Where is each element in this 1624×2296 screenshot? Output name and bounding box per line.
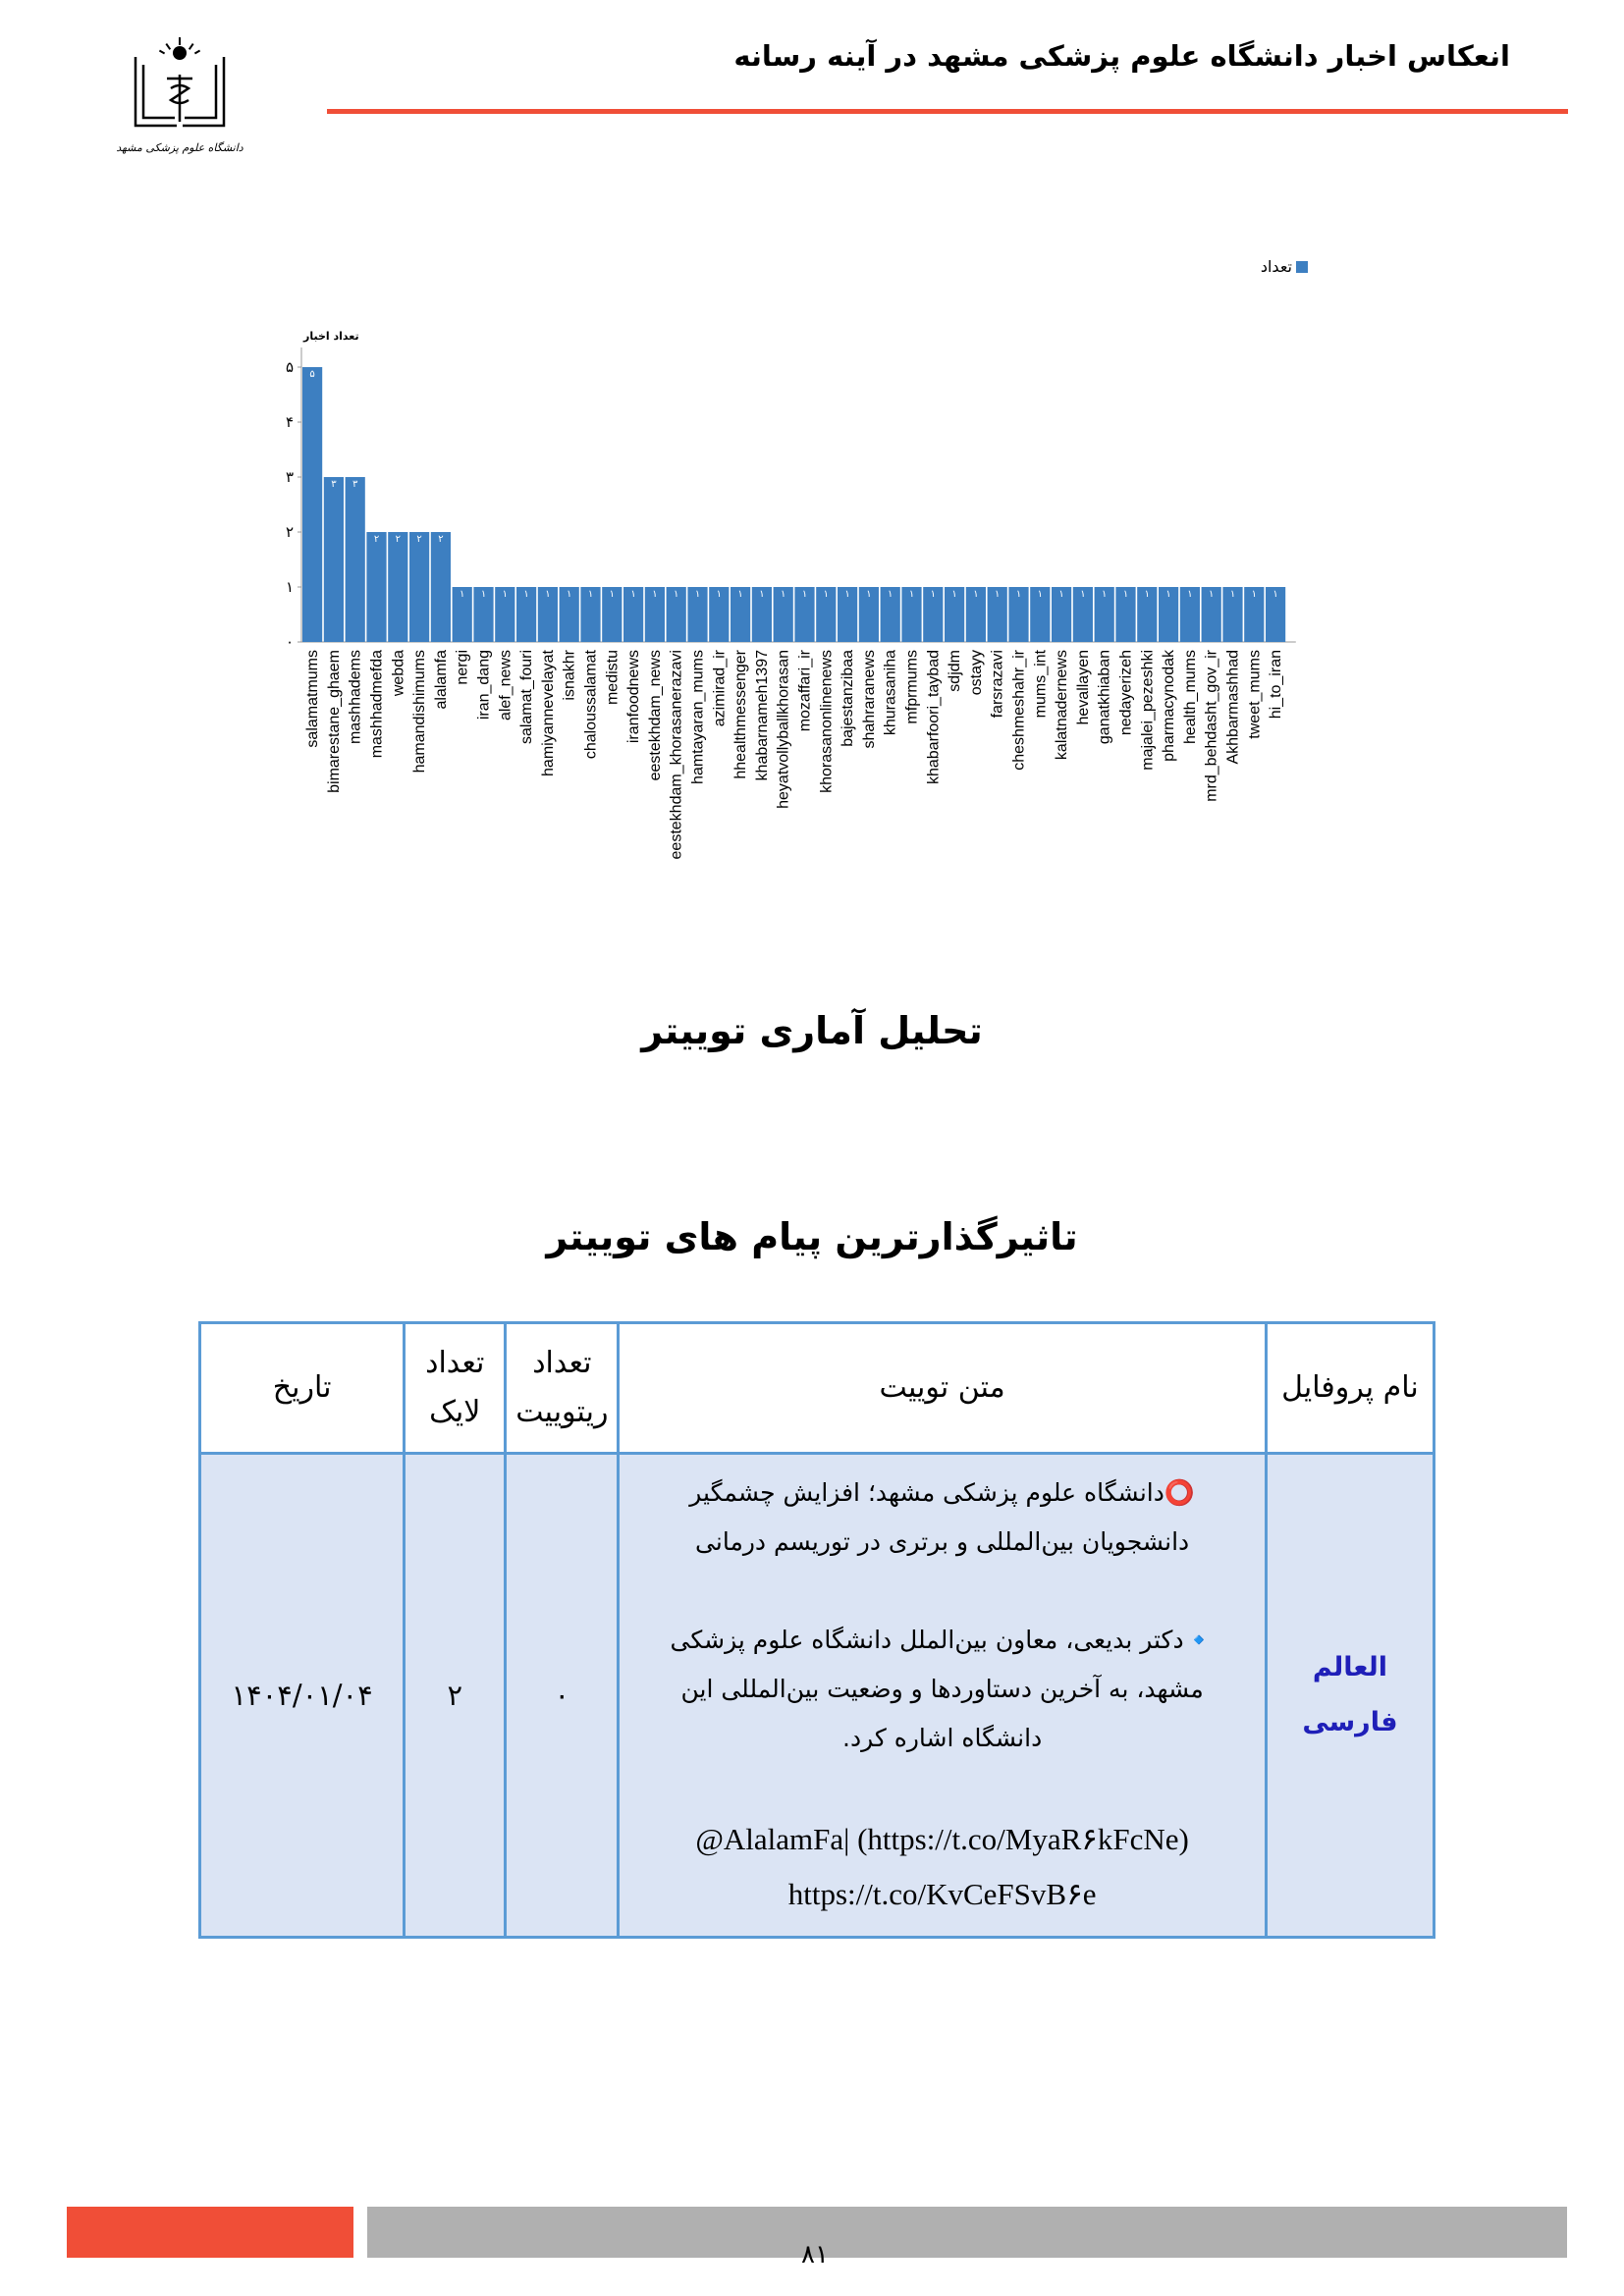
university-logo bbox=[116, 35, 244, 163]
header-profile: نام پروفایل bbox=[1266, 1323, 1434, 1454]
bar-data-label: ۱ bbox=[1229, 589, 1236, 600]
x-tick-label: farsrazavi bbox=[989, 650, 1006, 719]
x-tick-label: mrd_behdasht_gov_ir bbox=[1203, 650, 1220, 802]
bar-data-label: ۱ bbox=[694, 589, 701, 600]
table-row bbox=[200, 1454, 1435, 1938]
bar-data-label: ۱ bbox=[951, 589, 957, 600]
x-tick-label: khorasanonlinenews bbox=[818, 650, 836, 793]
bar-data-label: ۱ bbox=[1102, 589, 1108, 600]
header-date: تاریخ bbox=[200, 1323, 405, 1454]
bar-data-label: ۱ bbox=[1037, 589, 1043, 600]
x-tick-label: iran_dang bbox=[475, 650, 493, 721]
x-tick-label: shahraranews bbox=[860, 650, 878, 749]
x-tick-label: alef_news bbox=[497, 650, 514, 721]
bar bbox=[388, 532, 407, 642]
accounts-bar-chart bbox=[275, 245, 1335, 972]
x-tick-label: medistu bbox=[604, 650, 622, 706]
footer-red-bar bbox=[67, 2207, 353, 2258]
x-tick-label: hamandishimums bbox=[411, 650, 429, 774]
x-tick-label: bimarestane_ghaem bbox=[325, 650, 343, 793]
tweet-line-2: 🔹دکتر بدیعی، معاون بین‌الملل دانشگاه علوم پزشکی مشهد، به آخرین دستاوردها و وضعیت بین‌المللی این دانشگاه اشاره کرد. bbox=[670, 1626, 1215, 1752]
bar-data-label: ۱ bbox=[630, 589, 636, 600]
x-tick-label: hi_to_iran bbox=[1268, 650, 1285, 720]
bar bbox=[346, 477, 365, 642]
x-tick-label: kalatnadernews bbox=[1054, 650, 1071, 761]
bar-data-label: ۱ bbox=[480, 589, 487, 600]
bar-data-label: ۱ bbox=[652, 589, 658, 600]
top-tweets-table bbox=[198, 1321, 1435, 1939]
bar-data-label: ۱ bbox=[1209, 589, 1215, 600]
x-tick-label: majalei_pezeshki bbox=[1139, 650, 1157, 771]
bar-data-label: ۱ bbox=[866, 589, 872, 600]
bar-data-label: ۱ bbox=[716, 589, 722, 600]
x-tick-label: eestekhdam_news bbox=[646, 650, 664, 781]
bar-data-label: ۱ bbox=[930, 589, 936, 600]
x-tick-label: salamatmums bbox=[304, 650, 322, 748]
x-tick-label: khabarnameh1397 bbox=[753, 650, 771, 781]
x-tick-label: health_mums bbox=[1181, 650, 1199, 745]
x-tick-label: khurasaniha bbox=[882, 650, 899, 736]
section-title-top-tweets: تاثیرگذارترین پیام های توییتر bbox=[546, 1215, 1078, 1258]
bar-data-label: ۱ bbox=[973, 589, 979, 600]
x-tick-label: iranfoodnews bbox=[625, 650, 643, 744]
bar-data-label: ۲ bbox=[373, 534, 380, 545]
bar-data-label: ۱ bbox=[781, 589, 786, 600]
bar-data-label: ۱ bbox=[995, 589, 1001, 600]
x-tick-label: hhealthmessenger bbox=[732, 650, 750, 779]
table-header-row bbox=[200, 1323, 1435, 1454]
x-tick-label: sdjdm bbox=[947, 650, 964, 692]
y-tick-label: ۲ bbox=[285, 523, 294, 541]
legend-swatch bbox=[1296, 261, 1308, 273]
x-tick-label: mums_int bbox=[1032, 650, 1050, 719]
x-tick-label: nedayerizeh bbox=[1117, 650, 1135, 736]
logo-caption: دانشگاه علوم پزشکی مشهد bbox=[116, 141, 244, 154]
legend-label: تعداد bbox=[1260, 257, 1292, 276]
cell-date: ۱۴۰۴/۰۱/۰۴ bbox=[200, 1454, 405, 1938]
bar bbox=[409, 532, 429, 642]
x-tick-label: alalamfa bbox=[432, 650, 450, 710]
header-title: انعکاس اخبار دانشگاه علوم پزشکی مشهد در آینه رسانه bbox=[733, 39, 1510, 73]
x-tick-label: mashhadmefda bbox=[368, 650, 386, 759]
bar-data-label: ۱ bbox=[1272, 589, 1278, 600]
tweet-line-1: ⭕️دانشگاه علوم پزشکی مشهد؛ افزایش چشمگیر دانشجویان بین‌المللی و برتری در توریسم درمانی bbox=[689, 1478, 1195, 1556]
x-tick-label: mfprmums bbox=[903, 650, 921, 724]
bar-data-label: ۱ bbox=[823, 589, 829, 600]
bar-data-label: ۲ bbox=[395, 534, 401, 545]
x-tick-label: heyatvollyballkhorasan bbox=[775, 650, 792, 809]
footer-grey-bar bbox=[367, 2207, 1567, 2258]
bar-data-label: ۳ bbox=[352, 479, 358, 490]
header-retweets: تعداد ریتوییت bbox=[506, 1323, 619, 1454]
x-tick-label: hamiyannevelayat bbox=[539, 650, 557, 776]
bar-data-label: ۱ bbox=[1144, 589, 1150, 600]
bar-data-label: ۱ bbox=[1080, 589, 1086, 600]
section-title-stats: تحلیل آماری توییتر bbox=[641, 1009, 983, 1052]
bar-data-label: ۱ bbox=[545, 589, 551, 600]
x-tick-label: tweet_mums bbox=[1246, 650, 1264, 739]
bar-data-label: ۱ bbox=[587, 589, 594, 600]
bar-data-label: ۱ bbox=[908, 589, 915, 600]
x-tick-label: hevallayen bbox=[1074, 650, 1092, 725]
bar-data-label: ۱ bbox=[674, 589, 679, 600]
x-tick-label: khabarfoori_taybad bbox=[925, 650, 943, 784]
bar-data-label: ۵ bbox=[309, 369, 315, 380]
x-tick-label: ostayy bbox=[967, 650, 985, 696]
bar-data-label: ۱ bbox=[1058, 589, 1064, 600]
bar-data-label: ۲ bbox=[438, 534, 444, 545]
x-tick-label: bajestanzibaa bbox=[839, 650, 857, 747]
cell-likes: ۲ bbox=[405, 1454, 506, 1938]
cell-profile bbox=[1266, 1454, 1434, 1938]
bar-data-label: ۱ bbox=[460, 589, 465, 600]
bar-data-label: ۱ bbox=[502, 589, 508, 600]
bar bbox=[366, 532, 386, 642]
x-tick-label: webda bbox=[390, 650, 407, 697]
x-tick-label: mashhadems bbox=[347, 650, 364, 745]
y-tick-label: ۵ bbox=[285, 358, 294, 376]
bar bbox=[324, 477, 344, 642]
page-number: ۸۱ bbox=[801, 2240, 829, 2269]
x-tick-label: chaloussalamat bbox=[582, 650, 600, 760]
x-tick-label: cheshmeshahr_ir bbox=[1010, 650, 1028, 771]
bar-data-label: ۱ bbox=[759, 589, 765, 600]
x-tick-label: ganatkhiaban bbox=[1096, 650, 1113, 745]
header-rule bbox=[327, 109, 1568, 114]
y-tick-label: ۳ bbox=[285, 468, 294, 486]
bar-data-label: ۱ bbox=[1165, 589, 1171, 600]
profile-name[interactable]: العالم فارسی bbox=[1302, 1652, 1398, 1737]
header-tweet-text: متن توییت bbox=[619, 1323, 1267, 1454]
cell-retweets: ۰ bbox=[506, 1454, 619, 1938]
tweet-links[interactable]: @AlalamFa| (https://t.co/MyaR۶kFcNe) https://t.co/KvCeFSvB۶e bbox=[695, 1822, 1189, 1911]
bar-data-label: ۱ bbox=[609, 589, 615, 600]
bar-data-label: ۱ bbox=[1187, 589, 1193, 600]
bar-data-label: ۱ bbox=[567, 589, 572, 600]
bar-data-label: ۱ bbox=[523, 589, 529, 600]
bar-data-label: ۳ bbox=[331, 479, 337, 490]
y-tick-label: ۴ bbox=[285, 413, 294, 431]
x-tick-label: hamtayaran_mums bbox=[689, 650, 707, 784]
x-tick-label: isnakhr bbox=[561, 650, 578, 701]
y-axis-label: تعداد اخبار bbox=[303, 330, 359, 343]
x-tick-label: azimirad_ir bbox=[711, 650, 729, 727]
bar bbox=[431, 532, 451, 642]
x-tick-label: mozaffari_ir bbox=[796, 650, 814, 732]
bar-data-label: ۱ bbox=[844, 589, 850, 600]
bar-data-label: ۱ bbox=[1015, 589, 1022, 600]
x-tick-label: eestekhdam_khorasanerazavi bbox=[668, 650, 685, 860]
cell-tweet-text bbox=[619, 1454, 1267, 1938]
bar-data-label: ۱ bbox=[801, 589, 808, 600]
x-tick-label: salamat_fouri bbox=[518, 650, 536, 745]
y-tick-label: ۱ bbox=[285, 578, 294, 596]
header-likes: تعداد لایک bbox=[405, 1323, 506, 1454]
x-tick-label: nergi bbox=[454, 650, 471, 685]
bar-data-label: ۱ bbox=[1122, 589, 1129, 600]
x-tick-label: Akhbarmashhad bbox=[1224, 650, 1242, 765]
x-tick-label: pharmacynodak bbox=[1161, 650, 1178, 762]
bar-data-label: ۲ bbox=[416, 534, 422, 545]
bar-data-label: ۱ bbox=[1251, 589, 1257, 600]
bar-data-label: ۱ bbox=[888, 589, 893, 600]
y-tick-label: ۰ bbox=[285, 633, 294, 651]
bar-data-label: ۱ bbox=[737, 589, 743, 600]
bar bbox=[302, 367, 322, 642]
